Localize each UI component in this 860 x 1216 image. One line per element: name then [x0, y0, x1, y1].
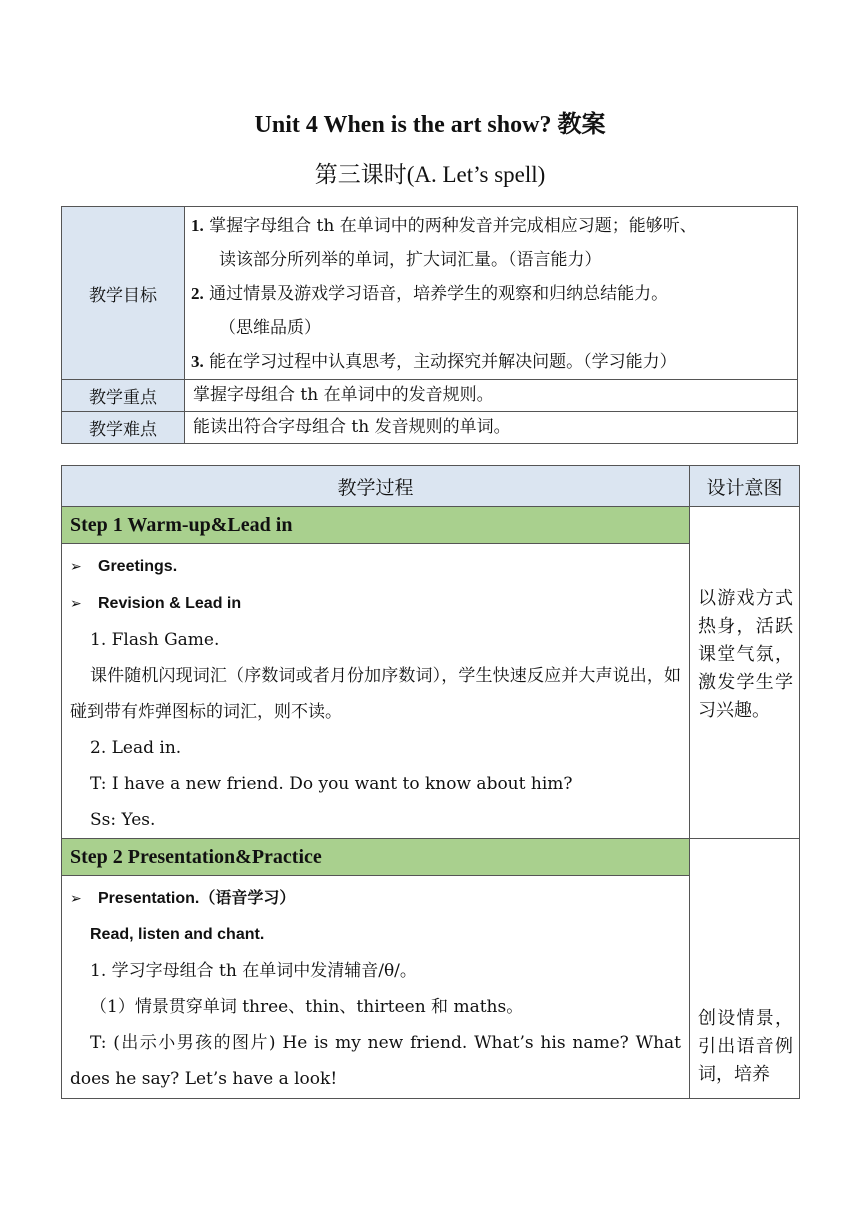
- dialog-teacher: T: I have a new friend. Do you want to know about him?: [90, 774, 573, 794]
- flash-game: 1. Flash Game.: [90, 630, 220, 650]
- step2-content-row: [62, 876, 800, 1099]
- step2-item2: （1）情景贯穿单词 three、thin、thirteen 和 maths。: [90, 997, 524, 1017]
- design-header: 设计意图: [690, 466, 800, 507]
- arrow-bullet-icon: ➢: [70, 890, 82, 906]
- step2-content: [62, 876, 690, 1099]
- goals-content: [185, 207, 798, 380]
- step1-content-row: [62, 544, 800, 839]
- difficulty-text: 能读出符合字母组合 th 发音规则的单词。: [185, 412, 798, 444]
- arrow-bullet-icon: ➢: [70, 558, 82, 574]
- difficulty-row: [62, 412, 798, 444]
- goal-1: 1. 掌握字母组合 th 在单词中的两种发音并完成相应习题；能够听、: [191, 216, 697, 236]
- step1-content: [62, 544, 690, 839]
- step2-heading-row: [62, 839, 800, 876]
- bullet-greetings: ➢ Greetings.: [70, 548, 681, 585]
- key-points-row: [62, 380, 798, 412]
- goals-row: [62, 207, 798, 380]
- step1-heading: Step 1 Warm-up&Lead in: [62, 507, 690, 544]
- goals-label: 教学目标: [62, 207, 185, 380]
- step2-heading: Step 2 Presentation&Practice: [62, 839, 690, 876]
- read-listen-chant: Read, listen and chant.: [90, 926, 265, 943]
- goal-2-cont: （思维品质）: [219, 318, 321, 338]
- objectives-table: [61, 206, 798, 444]
- goal-3: 3. 能在学习过程中认真思考，主动探究并解决问题。（学习能力）: [191, 352, 677, 372]
- step1-design: 以游戏方式热身，活跃课堂气氛，激发学生学习兴趣。: [690, 507, 800, 839]
- step2-design: 创设情景，引出语音例词，培养: [690, 839, 800, 1099]
- bullet-presentation: ➢ Presentation.（语音学习）: [70, 880, 681, 917]
- process-header-row: [62, 466, 800, 507]
- arrow-bullet-icon: ➢: [70, 595, 82, 611]
- key-points-label: 教学重点: [62, 380, 185, 412]
- step1-heading-row: [62, 507, 800, 544]
- key-points-text: 掌握字母组合 th 在单词中的发音规则。: [185, 380, 798, 412]
- step2-item3: T: (出示小男孩的图片) He is my new friend. What’s his name? What does he say? Let’s have a look!: [70, 1033, 681, 1089]
- lesson-subtitle: 第三课时(A. Let’s spell): [314, 162, 546, 187]
- dialog-students: Ss: Yes.: [90, 810, 156, 830]
- goal-1-cont: 读该部分所列举的单词，扩大词汇量。（语言能力）: [219, 250, 602, 270]
- difficulty-label: 教学难点: [62, 412, 185, 444]
- process-table: [61, 465, 800, 1099]
- step2-item1: 1. 学习字母组合 th 在单词中发清辅音/θ/。: [90, 961, 417, 981]
- lead-in: 2. Lead in.: [90, 738, 182, 758]
- process-header: 教学过程: [62, 466, 690, 507]
- bullet-revision: ➢ Revision & Lead in: [70, 585, 681, 622]
- flash-game-desc: 课件随机闪现词汇（序数词或者月份加序数词），学生快速反应并大声说出，如碰到带有炸弹图标的词汇，则不读。: [70, 666, 681, 722]
- goal-2: 2. 通过情景及游戏学习语音，培养学生的观察和归纳总结能力。: [191, 284, 669, 304]
- document-title: Unit 4 When is the art show? 教案: [254, 112, 606, 138]
